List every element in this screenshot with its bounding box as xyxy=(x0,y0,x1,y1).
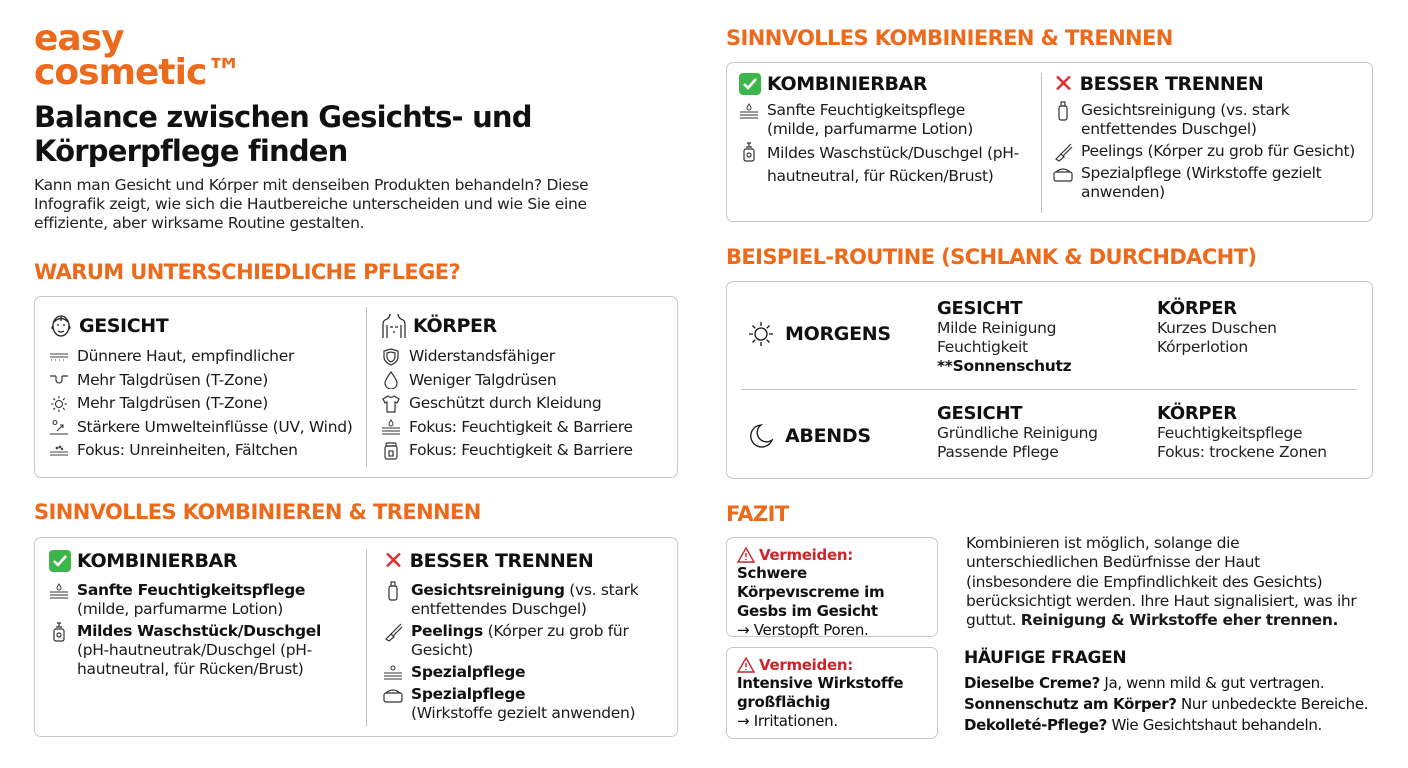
separate-item: Spezialpflege (Wirkstoffe gezielt anwenden) xyxy=(383,685,673,723)
body-item: Widerstandsfähiger xyxy=(381,347,671,366)
skin-layer-icon xyxy=(50,352,68,362)
faq-item: Dekolleté-Pflege? Wie Gesichtshaut behandeln. xyxy=(964,716,1322,734)
separate-item: Spezialpflege xyxy=(383,663,673,682)
moisture-layer-icon xyxy=(740,103,758,119)
checkmark-icon xyxy=(739,73,761,95)
routine-morning-label: MORGENS xyxy=(747,320,891,348)
body-title: KÖRPER xyxy=(413,315,497,337)
warning-title: Vermeiden: xyxy=(737,656,927,674)
combinable-heading: KOMBINIERBAR xyxy=(49,550,361,572)
face-item: Dünnere Haut, empfindlicher xyxy=(49,347,359,366)
separate-column xyxy=(383,546,673,723)
routine-morning-body: KÖRPER Kurzes Duschen Kórperlotion xyxy=(1157,298,1277,356)
routine-evening-label: ABENDS xyxy=(747,422,871,450)
cleanser-bottle-icon xyxy=(1057,101,1069,121)
cross-icon: ✕ xyxy=(1053,69,1074,98)
warning-card: Vermeiden: Intensive Wirkstoffe großflächig → Irritationen. xyxy=(726,647,938,739)
section-heading-fazit: FAZIT xyxy=(726,502,789,526)
faq-list xyxy=(964,673,1384,736)
body-item: Fokus: Feuchtigkeit & Barriere xyxy=(381,441,671,460)
scrub-brush-icon xyxy=(1053,142,1073,162)
moisture-layer-icon xyxy=(50,583,68,599)
routine-divider xyxy=(741,389,1357,390)
moisture-layer-icon xyxy=(382,419,400,435)
face-column xyxy=(49,313,359,460)
faq-item: Sonnenschutz am Körper? Nur unbedeckte Bereiche. xyxy=(964,695,1369,713)
body-heading xyxy=(381,313,671,339)
warning-icon xyxy=(737,657,755,673)
checkmark-icon xyxy=(49,550,71,572)
pore-icon xyxy=(50,374,68,386)
routine-card xyxy=(726,281,1373,479)
section-heading-why: WARUM UNTERSCHIEDLICHE PFLEGE? xyxy=(34,260,461,284)
separate-heading: ✕ BESSER TRENNEN xyxy=(383,546,594,575)
pump-bottle-icon xyxy=(52,622,66,642)
faq-item: Dieselbe Creme? Ja, wenn mild & gut vertragen. xyxy=(964,674,1325,692)
face-heading xyxy=(49,313,359,339)
why-card xyxy=(34,296,678,478)
warning-card: Vermeiden: Schwere Körpevıscreme im Gesbs im Gesicht → Verstopft Poren. xyxy=(726,537,938,637)
section-heading-routine: BEISPIEL-ROUTINE (SCHLANK & DURCHDACHT) xyxy=(726,245,1257,269)
warning-title: Vermeiden: xyxy=(737,546,927,564)
separate-item: Spezialpflege (Wirkstoffe gezielt anwenden) xyxy=(1053,164,1363,202)
skin-spots-icon xyxy=(50,444,68,458)
fazit-summary: Kombinieren ist möglich, solange die unterschiedlichen Bedürfnisse der Haut (insbesondere die Empfindlichkeit des Gesichts) berücksichtigt werden. Ihre Haut signalisiert, was ihr guttut. Reinigung & Wirkstoffe eher trennen. xyxy=(966,534,1357,630)
combinable-column xyxy=(739,73,1039,188)
body-item: Weniger Talgdrüsen xyxy=(381,371,671,390)
body-column xyxy=(381,313,671,460)
sun-icon xyxy=(50,395,68,413)
pump-bottle-icon xyxy=(742,142,756,162)
combinable-item: Sanfte Feuchtigkeitspflege (milde, parfumarme Lotion) xyxy=(739,101,1039,139)
uv-wind-icon xyxy=(50,419,68,435)
combinable-item: Mildes Waschstück/Duschgel (pH-hautneutrak/Duschgel (pH-hautneutral, für Rücken/Brust) xyxy=(49,622,361,679)
cross-icon: ✕ xyxy=(383,546,404,575)
faq-heading: HÄUFIGE FRAGEN xyxy=(964,648,1127,668)
face-item: Mehr Talgdrüsen (T-Zone) xyxy=(49,371,359,390)
sun-icon xyxy=(747,320,775,348)
cleanser-bottle-icon xyxy=(387,581,399,601)
body-item: Fokus: Feuchtigkeit & Barriere xyxy=(381,418,671,437)
separate-item: Gesichtsreinigung (vs. stark entfettendes Duschgel) xyxy=(1053,101,1363,139)
tshirt-icon xyxy=(382,395,400,413)
combinable-column xyxy=(49,550,361,679)
routine-evening-body: KÖRPER Feuchtigkeitspflege Fokus: trockene Zonen xyxy=(1157,403,1327,461)
separate-item: Peelings (Kórper zu grob für Gesicht) xyxy=(383,622,673,660)
cream-jar-icon xyxy=(1053,166,1073,182)
cream-jar-icon xyxy=(383,687,403,703)
separate-item: Gesichtsreinigung (vs. stark entfettendes Duschgel) xyxy=(383,581,673,619)
separate-column xyxy=(1053,69,1363,202)
droplet-icon xyxy=(384,371,398,389)
face-item: Fokus: Unreinheiten, Fältchen xyxy=(49,441,359,460)
face-title: GESICHT xyxy=(79,315,169,337)
section-heading-combine-left: SINNVOLLES KOMBINIEREN & TRENNEN xyxy=(34,500,481,524)
scrub-brush-icon xyxy=(383,622,403,642)
torso-icon xyxy=(381,313,407,339)
column-divider xyxy=(1041,73,1042,213)
routine-evening-face: GESICHT Gründliche Reinigung Passende Pflege xyxy=(937,403,1098,461)
column-divider xyxy=(366,550,367,726)
moisture-layer-icon xyxy=(384,665,402,681)
section-heading-combine-right: SINNVOLLES KOMBINIEREN & TRENNEN xyxy=(726,26,1173,50)
brand-logo xyxy=(34,18,242,93)
face-item: Stärkere Umwelteinflüsse (UV, Wind) xyxy=(49,418,359,437)
body-item: Geschützt durch Kleidung xyxy=(381,394,671,413)
column-divider xyxy=(366,307,367,467)
combinable-heading: KOMBINIERBAR xyxy=(739,73,1039,95)
routine-morning-face: GESICHT Milde Reinigung Feuchtigkeit **Sonnenschutz xyxy=(937,298,1072,375)
jar-icon xyxy=(384,442,398,460)
separate-item: Peelings (Kórper zu grob für Gesicht) xyxy=(1053,142,1363,161)
face-item: Mehr Talgdrüsen (T-Zone) xyxy=(49,394,359,413)
combinable-item: Mildes Waschstück/Duschgel (pH-hautneutral, für Rücken/Brust) xyxy=(739,142,1039,188)
combinable-item: Sanfte Feuchtigkeitspflege (milde, parfumarme Lotion) xyxy=(49,581,361,619)
face-icon xyxy=(49,313,73,339)
page-title: Balance zwischen Gesichts- und Körperpflege finden xyxy=(34,100,532,168)
separate-heading: ✕ BESSER TRENNEN xyxy=(1053,69,1264,98)
combine-card-left xyxy=(34,537,678,737)
warning-icon xyxy=(737,547,755,563)
shield-icon xyxy=(383,348,399,366)
brand-line-2: cosmetic™ xyxy=(34,52,242,93)
brand-line-1: easy xyxy=(34,18,124,59)
moon-icon xyxy=(747,422,775,450)
combine-card-right xyxy=(726,62,1373,222)
intro-text: Kann man Gesicht und Kórper mit denseiben Produkten behandeln? Diese Infografik zeigt, wie sich die Hautbereiche unterscheiden und wie Sie eine effiziente, aber wirksame Routine gestalten. xyxy=(34,176,589,232)
